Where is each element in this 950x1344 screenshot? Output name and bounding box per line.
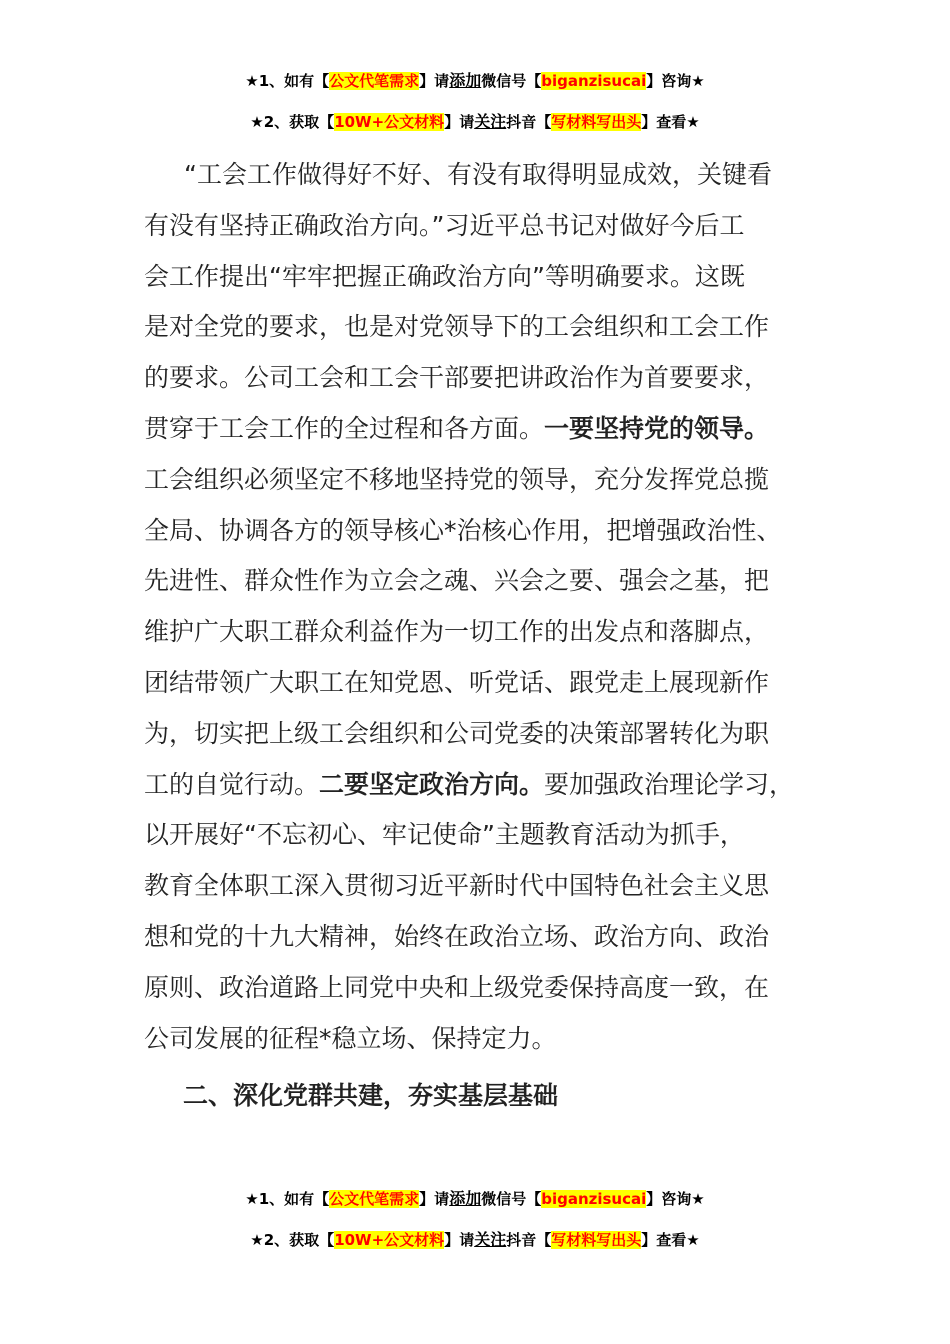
promo-line-1-top: ★1、如有【公文代笔需求】请添加微信号【biganzisucai】咨询★: [245, 71, 705, 90]
highlight-service: 公文代笔需求: [329, 1190, 420, 1208]
body-line: 贯穿于工会工作的全过程和各方面。一要坚持党的领导。: [144, 413, 770, 443]
body-line: 以开展好“不忘初心、牢记使命”主题教育活动为抓手，: [144, 820, 745, 850]
highlight-materials: 10W+公文材料: [334, 113, 445, 131]
promo-line-1-bottom: ★1、如有【公文代笔需求】请添加微信号【biganzisucai】咨询★: [245, 1189, 705, 1208]
body-line: 原则、政治道路上同党中央和上级党委保持高度一致，在: [144, 972, 770, 1002]
body-line: 全局、协调各方的领导核心*治核心作用，把增强政治性、: [144, 515, 782, 545]
section-heading: 二、深化党群共建，夯实基层基础: [183, 1081, 559, 1110]
body-line: 先进性、群众性作为立会之魂、兴会之要、强会之基，把: [144, 566, 770, 596]
highlight-douyin-id: 写材料写出头: [551, 113, 642, 131]
key-point-2: 二要坚定政治方向。: [319, 769, 545, 799]
body-line: 有没有坚持正确政治方向。”习近平总书记对做好今后工: [144, 210, 745, 240]
body-line: 想和党的十九大精神，始终在政治立场、政治方向、政治: [144, 921, 770, 951]
key-point-1: 一要坚持党的领导。: [544, 413, 770, 443]
highlight-douyin-id: 写材料写出头: [551, 1231, 642, 1249]
body-line: 的要求。公司工会和工会干部要把讲政治作为首要要求，: [144, 363, 770, 393]
body-line: 维护广大职工群众利益作为一切工作的出发点和落脚点，: [144, 617, 770, 647]
body-line: 为，切实把上级工会组织和公司党委的决策部署转化为职: [144, 718, 770, 748]
document-body: [144, 150, 834, 1064]
body-line: 教育全体职工深入贯彻习近平新时代中国特色社会主义思: [144, 871, 770, 901]
promo-line-2-bottom: ★2、获取【10W+公文材料】请关注抖音【写材料写出头】查看★: [250, 1230, 700, 1249]
body-line: 工会组织必须坚定不移地坚持党的领导，充分发挥党总揽: [144, 464, 770, 494]
body-line: 工的自觉行动。二要坚定政治方向。要加强政治理论学习，: [144, 769, 795, 799]
highlight-wechat-id: biganzisucai: [541, 72, 647, 90]
highlight-service: 公文代笔需求: [329, 72, 420, 90]
body-line: 团结带领广大职工在知党恩、听党话、跟党走上展现新作: [144, 667, 770, 697]
promo-line-2-top: ★2、获取【10W+公文材料】请关注抖音【写材料写出头】查看★: [250, 112, 700, 131]
body-line: 是对全党的要求，也是对党领导下的工会组织和工会工作: [144, 312, 770, 342]
highlight-wechat-id: biganzisucai: [541, 1190, 647, 1208]
body-line: 公司发展的征程*稳立场、保持定力。: [144, 1023, 557, 1053]
body-line: “工会工作做得好不好、有没有取得明显成效，关键看: [184, 160, 772, 189]
highlight-materials: 10W+公文材料: [334, 1231, 445, 1249]
body-line: 会工作提出“牢牢把握正确政治方向”等明确要求。这既: [144, 261, 745, 291]
